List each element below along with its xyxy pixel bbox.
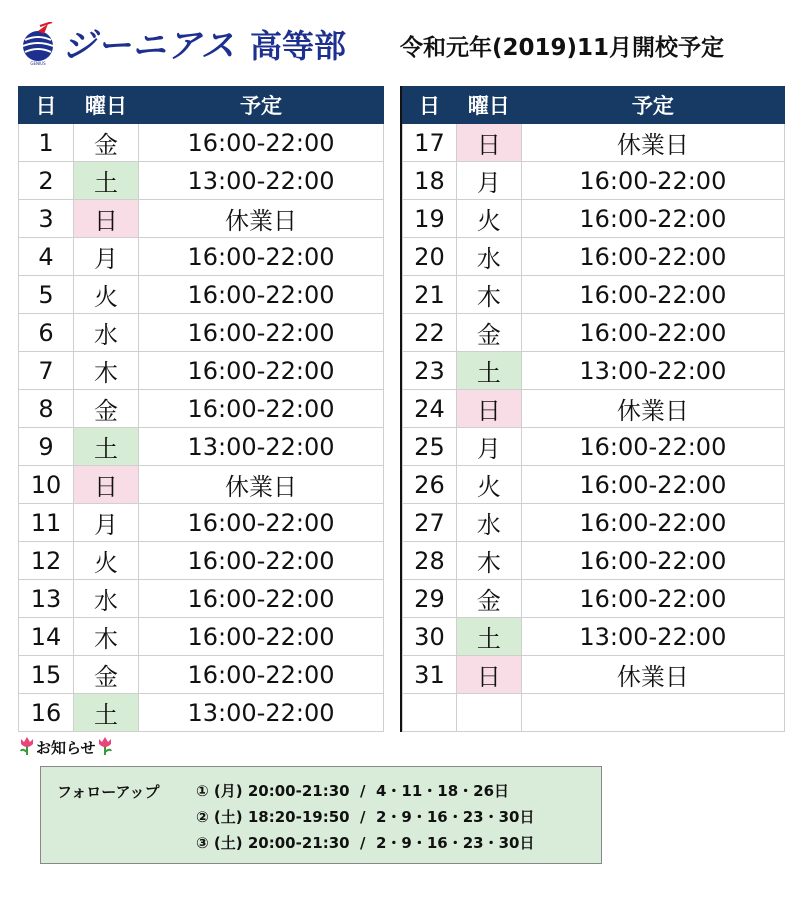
day-cell: 29 [403, 580, 457, 618]
weekday-cell: 日 [456, 390, 521, 428]
table-row [19, 466, 384, 504]
day-cell: 12 [19, 542, 74, 580]
weekday-cell: 金 [74, 656, 139, 694]
table-row [19, 390, 384, 428]
day-cell: 26 [403, 466, 457, 504]
day-cell: 6 [19, 314, 74, 352]
schedule-cell: 13:00-22:00 [521, 352, 784, 390]
notice-label-text: お知らせ [36, 739, 96, 757]
schedule-cell [521, 694, 784, 732]
weekday-cell: 金 [74, 390, 139, 428]
schedule-cell: 16:00-22:00 [521, 200, 784, 238]
weekday-cell: 木 [74, 352, 139, 390]
day-cell: 25 [403, 428, 457, 466]
schedule-cell: 13:00-22:00 [139, 428, 384, 466]
table-row [19, 542, 384, 580]
schedule-table-right [402, 86, 785, 732]
day-cell: 24 [403, 390, 457, 428]
table-row [403, 656, 785, 694]
day-cell: 10 [19, 466, 74, 504]
table-row [19, 200, 384, 238]
weekday-cell: 火 [74, 276, 139, 314]
day-cell: 27 [403, 504, 457, 542]
weekday-cell: 水 [456, 504, 521, 542]
weekday-cell: 日 [456, 124, 521, 162]
weekday-cell: 木 [456, 542, 521, 580]
weekday-cell: 日 [74, 200, 139, 238]
table-row [403, 542, 785, 580]
schedule-cell: 16:00-22:00 [521, 542, 784, 580]
table-row [403, 238, 785, 276]
svg-text:GENIUS: GENIUS [30, 61, 46, 66]
weekday-cell: 水 [74, 580, 139, 618]
schedule-cell: 16:00-22:00 [521, 238, 784, 276]
table-row [403, 314, 785, 352]
notice-line: ② (土) 18:20-19:50 / 2・9・16・23・30日 [196, 808, 535, 826]
table-row [19, 618, 384, 656]
schedule-cell: 13:00-22:00 [139, 694, 384, 732]
table-row [19, 428, 384, 466]
schedule-cell: 16:00-22:00 [521, 466, 784, 504]
day-cell: 9 [19, 428, 74, 466]
weekday-cell: 木 [74, 618, 139, 656]
day-cell: 30 [403, 618, 457, 656]
schedule-cell: 16:00-22:00 [139, 542, 384, 580]
table-row [403, 694, 785, 732]
day-cell: 18 [403, 162, 457, 200]
day-cell: 20 [403, 238, 457, 276]
weekday-cell: 土 [74, 428, 139, 466]
table-row [403, 618, 785, 656]
schedule-cell: 16:00-22:00 [521, 314, 784, 352]
table-row [19, 504, 384, 542]
notice-line: ③ (土) 20:00-21:30 / 2・9・16・23・30日 [196, 834, 535, 852]
weekday-cell: 水 [74, 314, 139, 352]
weekday-cell: 火 [456, 466, 521, 504]
weekday-cell: 火 [74, 542, 139, 580]
day-cell: 21 [403, 276, 457, 314]
day-cell: 7 [19, 352, 74, 390]
schedule-cell: 休業日 [139, 200, 384, 238]
day-cell: 3 [19, 200, 74, 238]
table-row [403, 466, 785, 504]
table-row [403, 580, 785, 618]
schedule-cell: 休業日 [521, 656, 784, 694]
schedule-cell: 16:00-22:00 [521, 504, 784, 542]
table-row [19, 162, 384, 200]
schedule-cell: 16:00-22:00 [521, 276, 784, 314]
weekday-cell: 土 [456, 618, 521, 656]
weekday-cell: 金 [74, 124, 139, 162]
column-header-weekday: 曜日 [456, 87, 521, 124]
table-header-row [19, 87, 384, 124]
schedule-cell: 16:00-22:00 [139, 390, 384, 428]
schedule-cell: 16:00-22:00 [139, 580, 384, 618]
column-header-day: 日 [403, 87, 457, 124]
schedule-cell: 休業日 [521, 124, 784, 162]
day-cell: 15 [19, 656, 74, 694]
day-cell: 28 [403, 542, 457, 580]
notice-line: ① (月) 20:00-21:30 / 4・11・18・26日 [196, 782, 510, 800]
table-row [19, 656, 384, 694]
schedule-cell: 16:00-22:00 [139, 314, 384, 352]
table-row [403, 428, 785, 466]
schedule-cell: 16:00-22:00 [139, 352, 384, 390]
schedule-cell: 休業日 [139, 466, 384, 504]
schedule-cell: 16:00-22:00 [521, 162, 784, 200]
weekday-cell: 月 [74, 504, 139, 542]
logo-text: ジーニアス [62, 26, 236, 66]
schedule-table-left [18, 86, 384, 732]
day-cell: 22 [403, 314, 457, 352]
table-row [19, 314, 384, 352]
table-row [19, 352, 384, 390]
notice-label [18, 736, 114, 759]
tulip-icon [96, 736, 114, 756]
schedule-cell: 16:00-22:00 [139, 276, 384, 314]
day-cell [403, 694, 457, 732]
table-row [403, 352, 785, 390]
table-row [19, 276, 384, 314]
column-header-day: 日 [19, 87, 74, 124]
notice-title: フォローアップ [57, 783, 160, 801]
weekday-cell: 月 [456, 428, 521, 466]
day-cell: 4 [19, 238, 74, 276]
weekday-cell: 土 [74, 694, 139, 732]
day-cell: 1 [19, 124, 74, 162]
table-row [19, 124, 384, 162]
weekday-cell: 月 [456, 162, 521, 200]
table-row [403, 200, 785, 238]
day-cell: 13 [19, 580, 74, 618]
weekday-cell: 金 [456, 314, 521, 352]
logo-subtitle: 高等部 [250, 27, 347, 65]
schedule-cell: 16:00-22:00 [139, 504, 384, 542]
day-cell: 5 [19, 276, 74, 314]
weekday-cell: 木 [456, 276, 521, 314]
notice-box [40, 766, 602, 864]
weekday-cell: 土 [456, 352, 521, 390]
schedule-cell: 16:00-22:00 [139, 238, 384, 276]
schedule-cell: 休業日 [521, 390, 784, 428]
logo-globe-icon [18, 22, 58, 66]
table-row [19, 694, 384, 732]
day-cell: 11 [19, 504, 74, 542]
day-cell: 2 [19, 162, 74, 200]
weekday-cell: 土 [74, 162, 139, 200]
weekday-cell: 金 [456, 580, 521, 618]
day-cell: 16 [19, 694, 74, 732]
schedule-cell: 16:00-22:00 [521, 580, 784, 618]
weekday-cell: 日 [456, 656, 521, 694]
schedule-cell: 16:00-22:00 [139, 656, 384, 694]
weekday-cell: 日 [74, 466, 139, 504]
schedule-cell: 16:00-22:00 [521, 428, 784, 466]
table-row [403, 504, 785, 542]
table-row [403, 162, 785, 200]
table-header-row [403, 87, 785, 124]
table-row [403, 276, 785, 314]
weekday-cell: 月 [74, 238, 139, 276]
column-header-schedule: 予定 [139, 87, 384, 124]
table-row [403, 390, 785, 428]
weekday-cell: 火 [456, 200, 521, 238]
schedule-cell: 13:00-22:00 [139, 162, 384, 200]
table-row [403, 124, 785, 162]
day-cell: 14 [19, 618, 74, 656]
page-title: 令和元年(2019)11月開校予定 [400, 35, 725, 61]
column-header-schedule: 予定 [521, 87, 784, 124]
weekday-cell [456, 694, 521, 732]
header [0, 0, 800, 80]
table-row [19, 580, 384, 618]
weekday-cell: 水 [456, 238, 521, 276]
schedule-cell: 16:00-22:00 [139, 618, 384, 656]
day-cell: 17 [403, 124, 457, 162]
day-cell: 8 [19, 390, 74, 428]
table-row [19, 238, 384, 276]
day-cell: 31 [403, 656, 457, 694]
schedule-cell: 16:00-22:00 [139, 124, 384, 162]
tulip-icon [18, 736, 36, 756]
schedule-cell: 13:00-22:00 [521, 618, 784, 656]
day-cell: 23 [403, 352, 457, 390]
column-header-weekday: 曜日 [74, 87, 139, 124]
day-cell: 19 [403, 200, 457, 238]
